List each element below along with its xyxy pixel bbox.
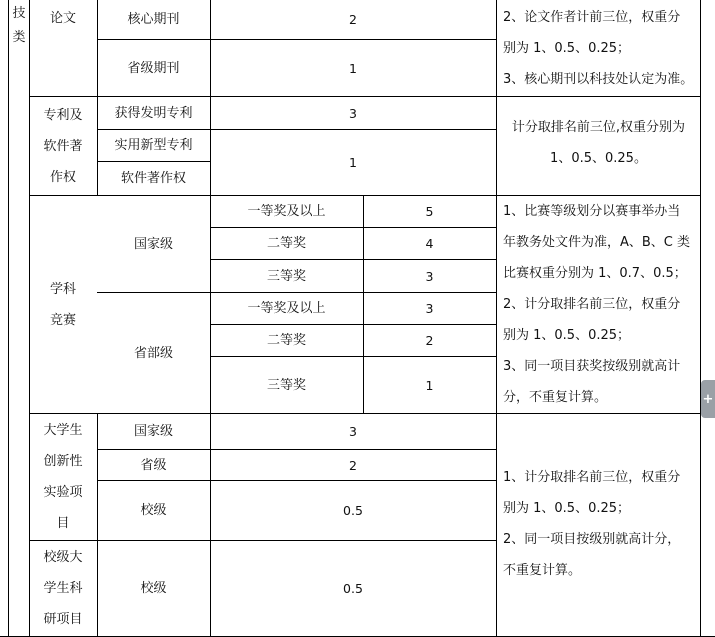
award-score: 3: [425, 268, 434, 284]
innovation-score: 0.5: [343, 503, 363, 518]
patent-type: 实用新型专利: [114, 138, 193, 153]
innovation-level: 国家级: [133, 424, 173, 439]
innovation-level: 省级: [140, 457, 167, 473]
patents-label: 专利及 软件著 作权: [43, 107, 83, 185]
competition-level: 省部级: [133, 345, 173, 361]
category-char: 技: [12, 6, 26, 21]
award-score: 3: [425, 301, 434, 316]
patent-type: 软件著作权: [120, 171, 186, 186]
category-char: 类: [12, 30, 26, 45]
award-score: 2: [425, 333, 434, 348]
award-name: 三等奖: [266, 377, 306, 393]
paper-score: 2: [349, 12, 357, 27]
competition-notes: 1、比赛等级划分以赛事举办当 年教务处文件为准，A、B、C 类 比赛权重分别为 1、0.7、0.5； 2、计分取排名前三位，权重分 别为 1、0.5、0.25； 3、同一项目获奖按级别就高计 分，不重复计算。: [503, 204, 691, 405]
award-name: 二等奖: [266, 236, 306, 251]
award-score: 4: [425, 236, 434, 251]
research-level: 校级: [140, 581, 167, 596]
grid-line: [8, 0, 9, 637]
papers-label: 论文: [49, 11, 76, 26]
patent-score: 3: [349, 105, 357, 121]
patents-notes: 计分取排名前三位,权重分别为 1、0.5、0.25。: [511, 120, 686, 166]
competition-level: 国家级: [133, 236, 173, 252]
paper-type: 省级期刊: [127, 60, 180, 76]
innovation-score: 3: [349, 424, 357, 439]
award-score: 1: [425, 377, 434, 393]
category-label: [8, 2, 30, 50]
paper-type: 核心期刊: [127, 12, 180, 27]
patent-type: 获得发明专利: [114, 105, 193, 121]
patent-merged-score: 1: [349, 155, 357, 170]
award-name: 三等奖: [266, 268, 306, 284]
award-name: 一等奖及以上: [247, 204, 326, 219]
award-score: 5: [425, 204, 434, 219]
innovation-score: 2: [349, 457, 357, 473]
innovation-level: 校级: [140, 503, 167, 518]
expand-icon[interactable]: +: [701, 380, 715, 418]
papers-notes: 2、论文作者计前三位，权重分 别为 1、0.5、0.25； 3、核心期刊以科技处认定为准。: [503, 10, 694, 87]
paper-score: 1: [349, 60, 357, 76]
award-name: 一等奖及以上: [247, 301, 326, 316]
research-label: 校级大 学生科 研项目: [43, 550, 83, 627]
award-name: 二等奖: [266, 333, 306, 348]
research-score: 0.5: [343, 581, 363, 596]
competition-label: 学科 竞赛: [49, 281, 76, 328]
shared-notes: 1、计分取排名前三位，权重分 别为 1、0.5、0.25； 2、同一项目按级别就高计分， 不重复计算。: [503, 470, 681, 578]
innovation-label: 大学生 创新性 实验项 目: [43, 423, 83, 531]
